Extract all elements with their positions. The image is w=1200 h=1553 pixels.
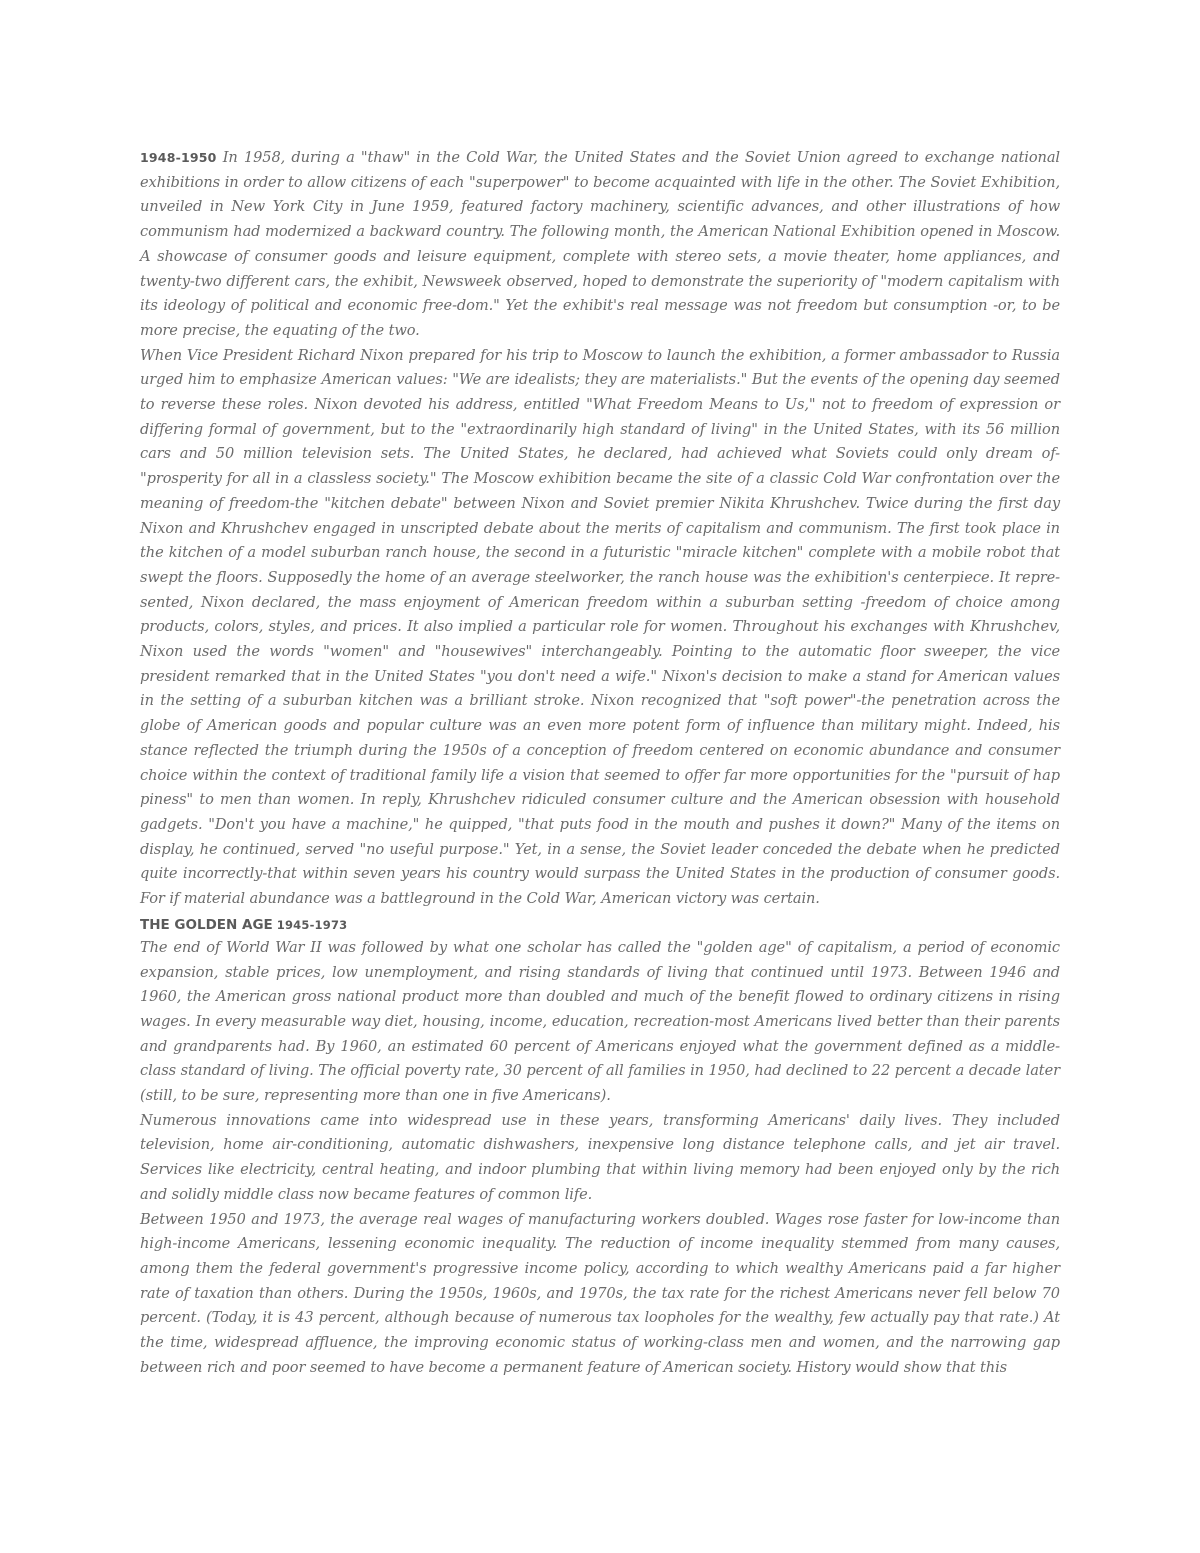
date-tag: 1945-1973 [276, 917, 348, 932]
paragraph-text: In 1958, during a "thaw" in the Cold War, the United States and the Soviet Union agreed to exchange national exhibitions in order to allow citizens of each "superpower" to become acquainted with life in the other. The Soviet Exhibition, unveiled in New York City in June 1959, featured factory machinery, scientific advances, and other illustrations of how communism had modernized a backward country. The following month, the American National Exhibition opened in Moscow. A showcase of consumer goods and leisure equipment, complete with stereo sets, a movie theater, home appliances, and twenty-two different cars, the exhibit, Newsweek observed, hoped to demonstrate the superiority of "modern capitalism with its ideology of political and economic free-dom." Yet the exhibit's real message was not freedom but consumption -or, to be more precise, the equating of the two. [140, 149, 1060, 339]
section-heading [140, 914, 1060, 936]
paragraph-exhibition [140, 146, 1060, 344]
paragraph-golden-age: The end of World War II was followed by what one scholar has called the "golden age" of capitalism, a period of economic expansion, stable prices, low unemployment, and rising standards of living that continued until 1973. Between 1946 and 1960, the American gross national product more than doubled and much of the benefit flowed to ordinary citizens in rising wages. In every measurable way diet, housing, income, education, recreation-most Americans lived better than their parents and grandparents had. By 1960, an estimated 60 percent of Americans enjoyed what the government defined as a middle-class standard of living. The official poverty rate, 30 percent of all families in 1950, had declined to 22 percent a decade later (still, to be sure, representing more than one in five Americans). [140, 938, 1060, 1105]
paragraph-wages: Between 1950 and 1973, the average real wages of manufacturing workers doubled. Wages rose faster for low-income than high-income Americans, lessening economic inequality. The reduction of income inequality stemmed from many causes, among them the federal government's progressive income policy, according to which wealthy Americans paid a far higher rate of taxation than others. During the 1950s, 1960s, and 1970s, the tax rate for the richest Americans never fell below 70 percent. (Today, it is 43 percent, although because of numerous tax loopholes for the wealthy, few actually pay that rate.) At the time, widespread affluence, the improving economic status of working-class men and women, and the narrowing gap between rich and poor seemed to have become a permanent feature of American society. History would show that this [140, 1210, 1060, 1376]
paragraph-kitchen-debate: When Vice President Richard Nixon prepared for his trip to Moscow to launch the exhibition, a former ambassador to Russia urged him to emphasize American values: "We are idealists; they are materialists." But the events of the opening day seemed to reverse these roles. Nixon devoted his address, entitled "What Freedom Means to Us," not to freedom of expression or differing formal of government, but to the "extraordinarily high standard of living" in the United States, with its 56 million cars and 50 million television sets. The United States, he declared, had achieved what Soviets could only dream of-"prosperity for all in a classless society." The Moscow exhibition became the site of a classic Cold War confrontation over the meaning of freedom-the "kitchen debate" between Nixon and Soviet premier Nikita Khrushchev. Twice during the first day Nixon and Khrushchev engaged in unscripted debate about the merits of capitalism and communism. The first took place in the kitchen of a model suburban ranch house, the second in a futuristic "miracle kitchen" complete with a mobile robot that swept the floors. Supposedly the home of an average steelworker, the ranch house was the exhibition's centerpiece. It repre-sented, Nixon declared, the mass enjoyment of American freedom within a suburban setting -freedom of choice among products, colors, styles, and prices. It also implied a particular role for women. Throughout his exchanges with Khrushchev, Nixon used the words "women" and "housewives" interchangeably. Pointing to the automatic floor sweeper, the vice president remarked that in the United States "you don't need a wife." Nixon's decision to make a stand for American values in the setting of a suburban kitchen was a brilliant stroke. Nixon recognized that "soft power"-the penetration across the globe of American goods and popular culture was an even more potent form of influence than military might. Indeed, his stance reflected the triumph during the 1950s of a conception of freedom centered on economic abundance and consumer choice within the context of traditional family life a vision that seemed to offer far more opportunities for the "pursuit of hap piness" to men than women. In reply, Khrushchev ridiculed consumer culture and the American obsession with household gadgets. "Don't you have a machine," he quipped, "that puts food in the mouth and pushes it down?" Many of the items on display, he continued, served "no useful purpose." Yet, in a sense, the Soviet leader conceded the debate when he predicted quite incorrectly-that within seven years his country would surpass the United States in the production of consumer goods. For if material abundance was a battleground in the Cold War, American victory was certain. [140, 346, 1060, 908]
document-page [140, 146, 1060, 1380]
section-heading-text: THE GOLDEN AGE [140, 916, 273, 933]
date-tag: 1948-1950 [140, 150, 217, 165]
paragraph-innovations: Numerous innovations came into widespread use in these years, transforming Americans' daily lives. They included television, home air-conditioning, automatic dishwashers, inexpensive long distance telephone calls, and jet air travel. Services like electricity, central heating, and indoor plumbing that within living memory had been enjoyed only by the rich and solidly middle class now became features of common life. [140, 1111, 1060, 1203]
